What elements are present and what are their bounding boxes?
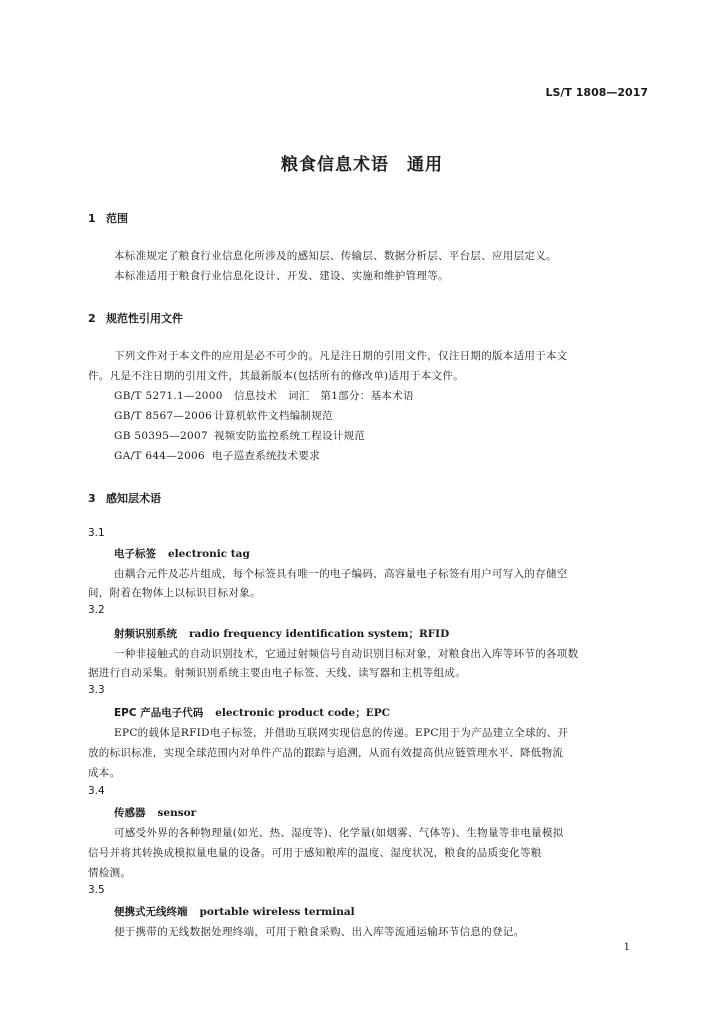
section-number: 3 xyxy=(88,492,96,505)
document-code: LS/T 1808—2017 xyxy=(545,86,648,99)
reference-title: 计算机软件文档编制规范 xyxy=(214,410,333,422)
section-heading xyxy=(88,210,128,226)
section-number: 2 xyxy=(88,312,96,325)
term-chinese: 传感器 xyxy=(114,807,146,819)
definition-line: 据进行自动采集。射频识别系统主要由电子标签、天线、读写器和主机等组成。 xyxy=(88,667,466,679)
term-chinese: 射频识别系统 xyxy=(114,628,177,640)
term-number: 3.4 xyxy=(88,785,105,797)
reference-item xyxy=(114,388,414,403)
reference-code: GB/T 5271.1—2000 xyxy=(114,390,223,402)
definition-line: 一种非接触式的自动识别技术，它通过射频信号自动识别目标对象，对粮食出入库等环节的各项数 xyxy=(114,648,579,660)
definition-line: 便于携带的无线数据处理终端，可用于粮食采购、出入库等流通运输环节信息的登记。 xyxy=(114,926,525,938)
term-heading xyxy=(114,626,449,641)
term-chinese: 电子标签 xyxy=(114,548,156,560)
term-english: electronic tag xyxy=(168,548,250,560)
reference-item xyxy=(114,448,320,463)
definition-line: 情检测。 xyxy=(88,867,132,879)
term-english: sensor xyxy=(157,807,197,819)
term-number: 3.3 xyxy=(88,684,105,696)
term-heading xyxy=(114,546,250,561)
definition-line: 信号并将其转换成模拟量电量的设备。可用于感知粮库的温度、湿度状况，粮食的品质变化等粮 xyxy=(88,847,542,859)
term-heading xyxy=(114,805,196,820)
term-heading xyxy=(114,705,390,720)
reference-code: GA/T 644—2006 xyxy=(114,450,206,462)
reference-title: 信息技术 词汇 第1部分：基本术语 xyxy=(234,390,414,402)
term-english: electronic product code；EPC xyxy=(215,707,390,719)
reference-item xyxy=(114,408,333,423)
section-heading xyxy=(88,310,183,326)
page-title: 粮食信息术语 通用 xyxy=(281,155,443,175)
page-number: 1 xyxy=(623,942,630,953)
definition-line: 可感受外界的各种物理量(如光、热、湿度等)、化学量(如烟雾、气体等)、生物量等非电量模拟 xyxy=(114,827,564,839)
section-title: 感知层术语 xyxy=(106,492,161,505)
reference-title: 电子巡查系统技术要求 xyxy=(212,450,320,462)
definition-line: 成本。 xyxy=(88,767,121,779)
term-number: 3.2 xyxy=(88,604,105,616)
paragraph: 下列文件对于本文件的应用是必不可少的。凡是注日期的引用文件，仅注日期的版本适用于本文 xyxy=(114,350,568,362)
reference-code: GB/T 8567—2006 xyxy=(114,410,213,422)
definition-line: 由耦合元件及芯片组成，每个标签具有唯一的电子编码，高容量电子标签有用户可写入的存储空 xyxy=(114,568,568,580)
paragraph: 本标准适用于粮食行业信息化设计、开发、建设、实施和维护管理等。 xyxy=(114,270,449,282)
term-chinese: EPC 产品电子代码 xyxy=(114,707,204,719)
definition-line: 放的标识标准，实现全球范围内对单件产品的跟踪与追溯，从而有效提高供应链管理水平、降低物流 xyxy=(88,747,564,759)
term-number: 3.1 xyxy=(88,527,105,539)
section-number: 1 xyxy=(88,212,96,225)
reference-item xyxy=(114,428,365,443)
definition-line: 间，附着在物体上以标识目标对象。 xyxy=(88,587,261,599)
term-english: portable wireless terminal xyxy=(199,906,355,918)
reference-code: GB 50395—2007 xyxy=(114,430,208,442)
section-title: 范围 xyxy=(106,212,128,225)
reference-title: 视频安防监控系统工程设计规范 xyxy=(214,430,366,442)
paragraph-continuation: 件。凡是不注日期的引用文件，其最新版本(包括所有的修改单)适用于本文件。 xyxy=(88,370,464,382)
definition-line: EPC的载体是RFID电子标签，并借助互联网实现信息的传递。EPC用于为产品建立全球的、开 xyxy=(114,727,569,739)
term-chinese: 便携式无线终端 xyxy=(114,906,188,918)
section-heading xyxy=(88,490,161,506)
term-heading xyxy=(114,904,355,919)
term-number: 3.5 xyxy=(88,884,105,896)
term-english: radio frequency identification system；RFID xyxy=(189,628,450,640)
section-title: 规范性引用文件 xyxy=(106,312,183,325)
paragraph: 本标准规定了粮食行业信息化所涉及的感知层、传输层、数据分析层、平台层、应用层定义。 xyxy=(114,250,557,262)
